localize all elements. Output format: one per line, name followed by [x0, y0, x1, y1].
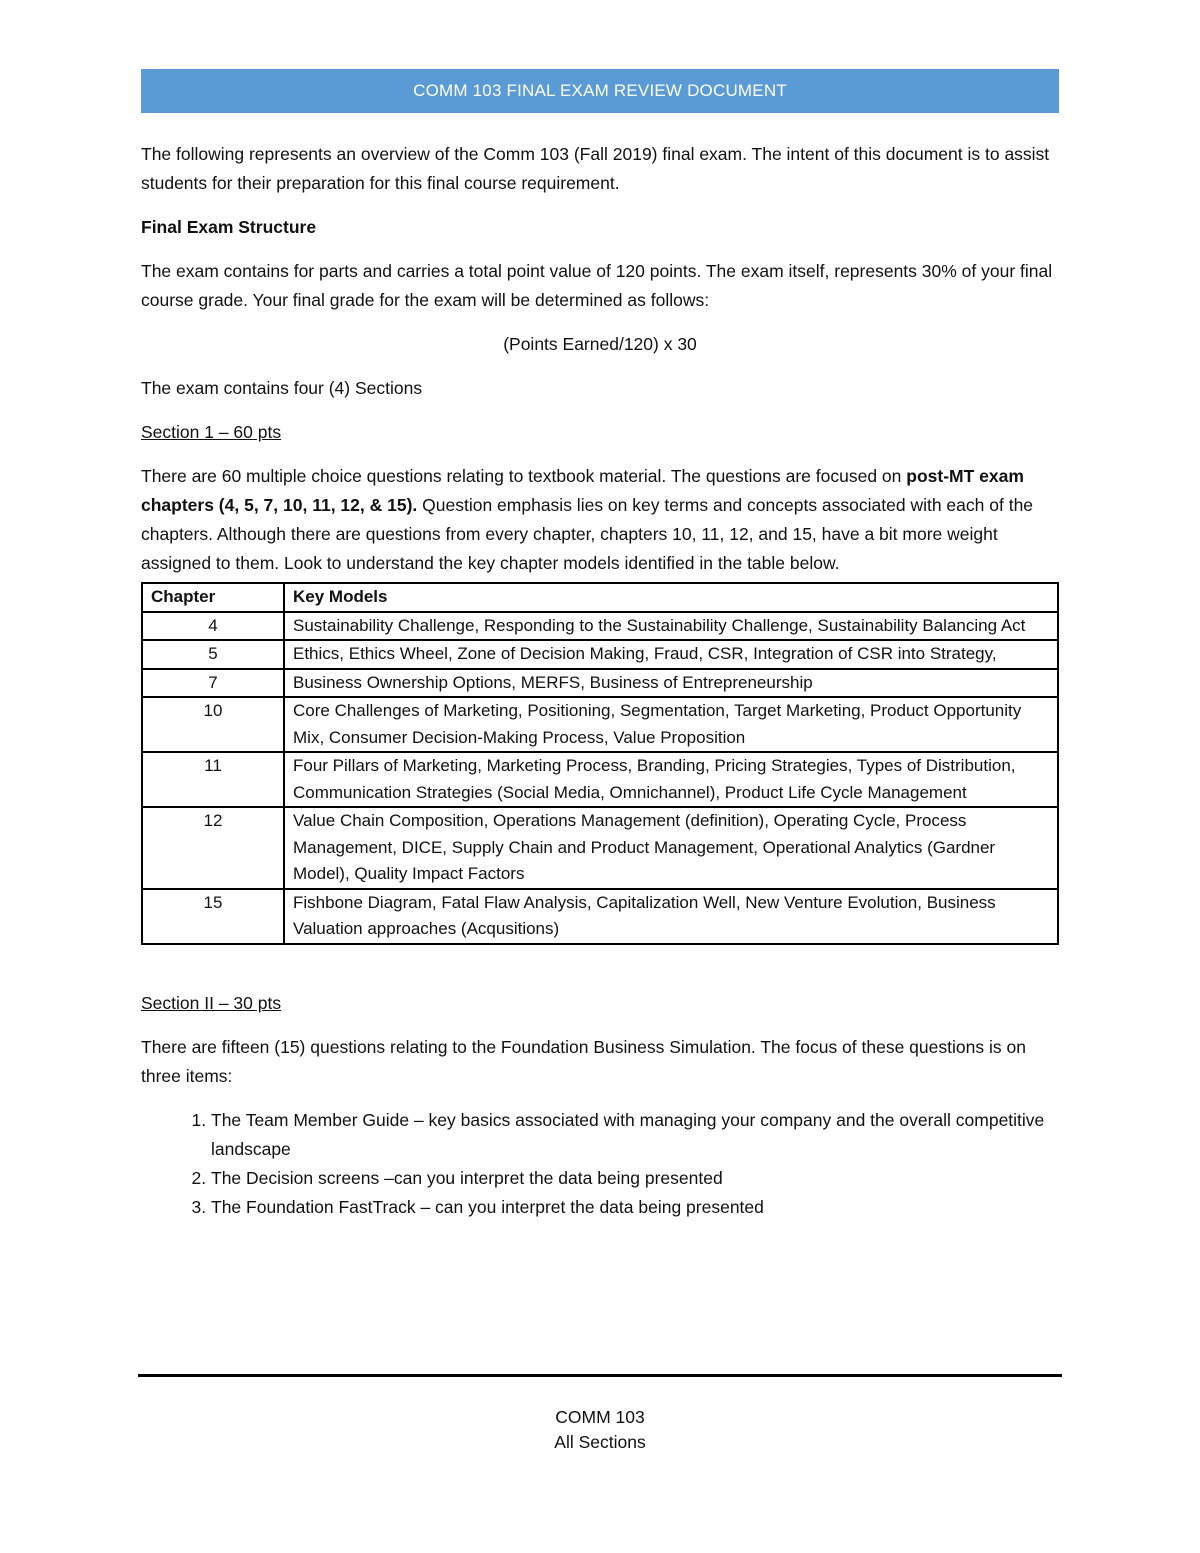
intro-paragraph: The following represents an overview of the Comm 103 (Fall 2019) final exam. The intent of this document is to assist students for their preparation for this final course requirement. — [141, 144, 1050, 193]
table-row — [142, 807, 1058, 889]
models-cell: Core Challenges of Marketing, Positioning, Segmentation, Target Marketing, Product Opportunity Mix, Consumer Decision-Making Process, Value Proposition — [284, 697, 1058, 752]
section-1-title: Section 1 – 60 pts — [141, 422, 282, 442]
chapter-cell: 7 — [142, 669, 284, 698]
sections-note: The exam contains four (4) Sections — [141, 378, 423, 398]
grade-formula: (Points Earned/120) x 30 — [503, 334, 697, 354]
footer-sections: All Sections — [554, 1432, 646, 1452]
page-footer — [0, 1405, 1200, 1455]
list-item: 3. The Foundation FastTrack – can you interpret the data being presented — [211, 1193, 1059, 1222]
table-row — [142, 669, 1058, 698]
section-2-list — [141, 1106, 1059, 1222]
section-1-text-b: Question emphasis lies on key terms and concepts associated with each of the chapters. Although there are questions from every chapter, chapters 10, 11, 12, and 15, have a bit more weight assigned to them. Look to understand the key chapter models identified in the table below. — [141, 495, 1034, 573]
structure-heading: Final Exam Structure — [141, 217, 317, 237]
table-row — [142, 889, 1058, 944]
structure-paragraph: The exam contains for parts and carries a total point value of 120 points. The exam itself, represents 30% of your final course grade. Your final grade for the exam will be determined as follows: — [141, 261, 1053, 310]
chapter-cell: 12 — [142, 807, 284, 889]
models-column-header: Key Models — [284, 583, 1058, 612]
table-row — [142, 612, 1058, 641]
list-item: 1. The Team Member Guide – key basics associated with managing your company and the overall competitive landscape — [211, 1106, 1059, 1164]
footer-divider — [138, 1374, 1062, 1377]
models-cell: Fishbone Diagram, Fatal Flaw Analysis, Capitalization Well, New Venture Evolution, Business Valuation approaches (Acqusitions) — [284, 889, 1058, 944]
table-row — [142, 697, 1058, 752]
chapter-cell: 4 — [142, 612, 284, 641]
section-1-text-bold: post-MT exam chapters (4, 5, 7, 10, 11, 12, & 15). — [141, 466, 1024, 515]
chapter-cell: 15 — [142, 889, 284, 944]
list-item: 2. The Decision screens –can you interpret the data being presented — [211, 1164, 1059, 1193]
document-body — [141, 140, 1059, 1222]
chapter-column-header: Chapter — [142, 583, 284, 612]
section-1-text-a: There are 60 multiple choice questions relating to textbook material. The questions are focused on — [141, 466, 907, 486]
chapter-cell: 11 — [142, 752, 284, 807]
section-2-paragraph: There are fifteen (15) questions relating to the Foundation Business Simulation. The focus of these questions is on three items: — [141, 1036, 1026, 1086]
models-cell: Sustainability Challenge, Responding to the Sustainability Challenge, Sustainability Balancing Act — [284, 612, 1058, 641]
table-row — [142, 640, 1058, 669]
key-models-table — [141, 582, 1059, 945]
footer-course: COMM 103 — [555, 1407, 645, 1427]
models-cell: Four Pillars of Marketing, Marketing Process, Branding, Pricing Strategies, Types of Distribution, Communication Strategies (Social Media, Omnichannel), Product Life Cycle Management — [284, 752, 1058, 807]
section-1-paragraph — [141, 462, 1059, 578]
section-2-title: Section II – 30 pts — [141, 992, 282, 1013]
document-title-banner: COMM 103 FINAL EXAM REVIEW DOCUMENT — [141, 69, 1059, 113]
models-cell: Business Ownership Options, MERFS, Business of Entrepreneurship — [284, 669, 1058, 698]
chapter-cell: 5 — [142, 640, 284, 669]
table-header-row — [142, 583, 1058, 612]
models-cell: Value Chain Composition, Operations Management (definition), Operating Cycle, Process Management, DICE, Supply Chain and Product Management, Operational Analytics (Gardner Model), Quality Impact Factors — [284, 807, 1058, 889]
table-row — [142, 752, 1058, 807]
models-cell: Ethics, Ethics Wheel, Zone of Decision Making, Fraud, CSR, Integration of CSR into Strategy, — [284, 640, 1058, 669]
chapter-cell: 10 — [142, 697, 284, 752]
